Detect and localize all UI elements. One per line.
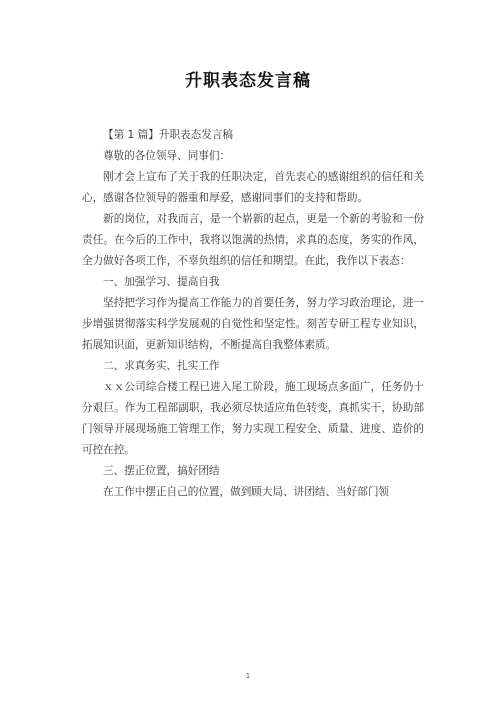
paragraph-2: 新的岗位，对我而言，是一个崭新的起点，更是一个新的考验和一份责任。在今后的工作中，我将以饱满的热情，求真的态度，务实的作风，全力做好各项工作，不辜负组织的信任和期望。在此，我作以下表态：: [82, 213, 424, 267]
section-heading-3: 三、摆正位置，搞好团结: [103, 465, 220, 477]
paragraph-1: 刚才会上宣布了关于我的任职决定，首先衷心的感谢组织的信任和关心，感谢各位领导的器重和厚爱，感谢同事们的支持和帮助。: [82, 171, 424, 204]
section-heading-2: 二、求真务实、扎实工作: [103, 360, 220, 372]
document-title: 升职表态发言稿: [185, 71, 311, 91]
page-number: 1: [245, 672, 251, 680]
section-text-1: 坚持把学习作为提高工作能力的首要任务，努力学习政治理论，进一步增强贯彻落实科学发展观的自觉性和坚定性。刻苦专研工程专业知识，拓展知识面，更新知识结构，不断提高自我整体素质。: [82, 297, 424, 351]
section-text-2: ｘｘ公司综合楼工程已进入尾工阶段，施工现场点多面广，任务仍十分艰巨。作为工程部副职，我必须尽快适应角色转变，真抓实干，协助部门领导开展现场施工管理工作，努力实现工程安全、质量、进度、造价的可控在控。: [82, 381, 424, 456]
section-text-3: 在工作中摆正自己的位置，做到顾大局、讲团结、当好部门领: [103, 486, 390, 498]
document-body: [82, 125, 424, 503]
salutation: 尊敬的各位领导、同事们：: [103, 150, 231, 162]
section-heading-1: 一、加强学习、提高自我: [103, 276, 220, 288]
section-label: 【第 1 篇】升职表态发言稿: [103, 129, 234, 141]
